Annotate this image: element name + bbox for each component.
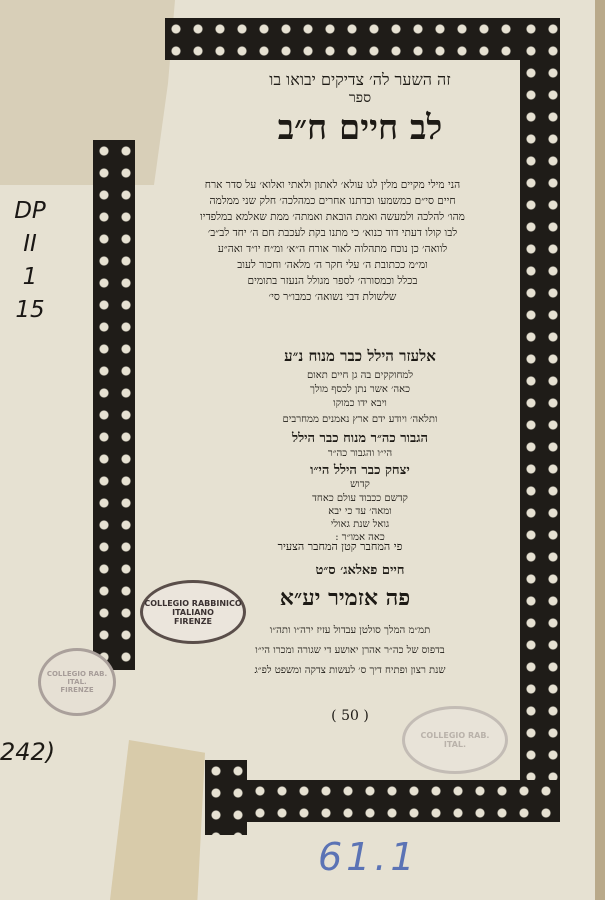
library-stamp-faded	[402, 706, 508, 774]
small-line: הי״ו והגבור כה״ר	[327, 448, 393, 459]
library-stamp	[140, 580, 246, 644]
small-line: קדוש	[350, 479, 370, 490]
stamp-line: FIRENZE	[173, 616, 213, 626]
paragraph-line: הני מילי מקיים מלין לגו עולא׳ לאתון ולאתי ואלוא׳ על סדר ארח	[204, 179, 461, 191]
city-line: פה אזמיר יע״א	[279, 585, 411, 611]
library-stamp-faded	[38, 648, 116, 716]
sefer-label: ספר	[348, 90, 372, 106]
book-title: לב חיים ח״ב	[277, 108, 443, 148]
margin-note-line: DP	[14, 198, 46, 224]
publisher-line: בדפוס של כה״ר אהרן יאושע די שגורה ומכרו הי״ו	[255, 645, 445, 656]
stamp-line: ITALIANO	[172, 607, 214, 617]
small-line: הגבור כה״ר מנוח כבר הילל	[291, 431, 428, 446]
ornament-border-left-lower	[205, 760, 247, 835]
small-line: כאה אמו״ר :	[335, 532, 385, 543]
paragraph-line: מהו׳ להלכה ולמעשה ואמת הובאת ואמתה׳ ממת שאלמא במלפדיו	[200, 211, 465, 223]
blue-pencil-mark: 61.1	[318, 835, 419, 879]
small-line: קדשם ככבוד עולם כאחד	[312, 493, 408, 504]
bottom-stain	[110, 740, 205, 900]
paragraph-line: שלשולת דבי נשואה׳ כמבו״ר סי׳	[268, 291, 397, 303]
small-line: גואל שנת גאולי	[330, 519, 390, 530]
stamp-line: ITAL.	[443, 740, 467, 749]
author-line: אלעזר הילל כבר מנוח נ״ע	[284, 347, 436, 365]
stamp-line: COLLEGIO RAB.	[46, 670, 108, 678]
margin-note-line: 15	[15, 297, 45, 323]
paragraph-line: בכלל וכמסורה׳ לספר מגולל הנעזר בתומים	[247, 275, 418, 287]
handwritten-shelfmark	[10, 195, 50, 327]
pi-line: פי המחבר קטן המחבר הצעיר	[277, 540, 403, 553]
page-edge	[595, 0, 605, 900]
paragraph-line: לוואה׳ כן נוכח מתהלוה לאור אורח ה״א׳ ומ״ח יו״ד ואה״ע	[217, 243, 448, 255]
publisher-line: שנת רצון ופתיח דיך ס׳ לעשות צדקה ומשפט לפ״ג	[254, 665, 446, 676]
ornament-border-bottom	[205, 780, 560, 822]
stamp-line: COLLEGIO RAB.	[420, 731, 490, 740]
ornament-border-right	[520, 18, 560, 818]
paragraph-line: חיים סי״ם כמשמעו וכדתנו אחרים כמהלכה׳ חלק שני ממלמה	[209, 195, 456, 207]
margin-note-line: 1	[22, 264, 38, 290]
paragraph-line: ומ״מ ככתובת ה׳ עלי חקר ה׳ מלאה׳ וחכור לעוב	[237, 259, 428, 271]
stamp-line: FIRENZE	[60, 686, 94, 694]
small-line: ומאה׳ עד כי יבא	[328, 506, 392, 517]
paragraph-line: לבו קולו דעתי דוד כנוא׳ כי מתנו בקת לעכבת חם ה׳ יחד לב״ב׳	[207, 227, 458, 239]
small-line: יצחק כבר הילל הי״ו	[310, 463, 410, 478]
margin-note-line: II	[23, 231, 37, 257]
torn-corner-stain	[0, 0, 175, 185]
page-number: ( 50 )	[331, 708, 369, 724]
stamp-line: COLLEGIO RABBINICO	[144, 598, 242, 608]
ornament-border-left	[93, 140, 135, 670]
ornament-border-top	[165, 18, 555, 60]
small-line: כאה׳ אשר נתן לכסף מולך	[309, 384, 411, 395]
small-line: ויבא ידו כמוקו	[333, 398, 387, 409]
publisher-line: תמ״מ המלך סולטן עבדול עזיז ירה״ו ותה״ו	[269, 625, 431, 636]
small-line: למחוקקים בה גן חיים תאום	[306, 370, 414, 381]
handwritten-number: 242)	[0, 738, 56, 766]
small-line: ותלאה׳ ויודע ידם ארץ נאמנים ממחרבים	[282, 414, 438, 425]
author-name: חיים פאלאג׳ ס״ט	[315, 563, 405, 578]
stamp-line: ITAL.	[67, 678, 87, 686]
header-line: זה השער לה׳ צדיקים יבואו בו	[269, 70, 451, 89]
